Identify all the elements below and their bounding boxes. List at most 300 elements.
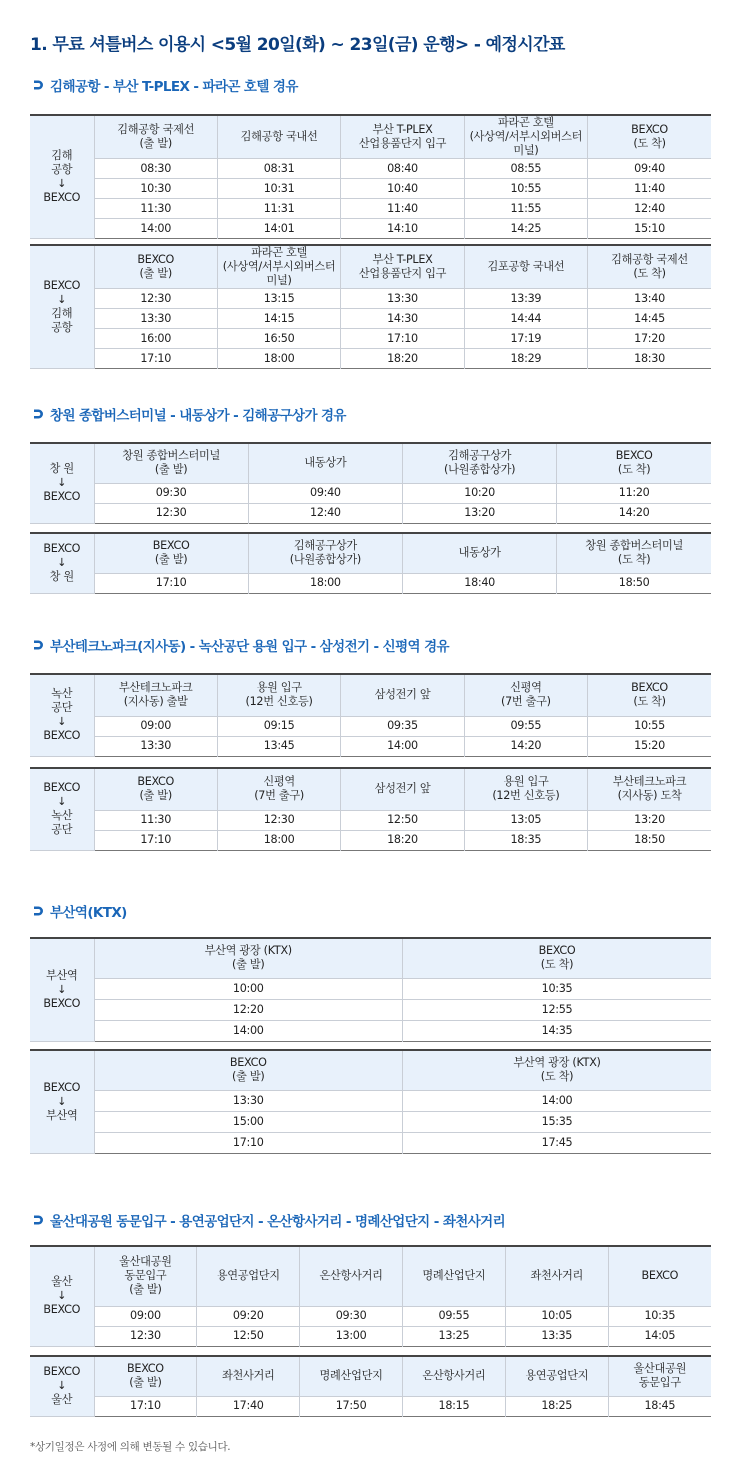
schedule-table-bexco-to-busan-station: [30, 1049, 711, 1154]
direction-label: [30, 674, 94, 756]
stop-header-line: 용연공업단지: [525, 1369, 589, 1383]
direction-label-line: BEXCO: [43, 1080, 81, 1094]
stop-header: [94, 768, 217, 810]
stop-header-line: (사상역/서부시외버스터미널): [469, 130, 583, 157]
stop-header: [94, 938, 403, 978]
arrow-down-icon: ↓: [57, 1379, 67, 1393]
time-cell: 10:00: [94, 978, 403, 999]
stop-header: [341, 245, 464, 289]
time-cell: 18:25: [505, 1396, 608, 1416]
time-cell: 12:30: [94, 503, 248, 523]
direction-label-line: BEXCO: [43, 1303, 81, 1317]
stop-header-line: 부산역 광장 (KTX): [513, 1056, 601, 1070]
time-cell: 13:40: [588, 289, 711, 309]
stop-header: [464, 674, 587, 716]
stop-header: [403, 533, 557, 573]
time-cell: 10:55: [464, 179, 587, 199]
stop-header: [217, 674, 340, 716]
stop-header-line: 내동상가: [458, 546, 501, 560]
table-row: [30, 810, 711, 830]
time-cell: 13:35: [505, 1326, 608, 1346]
stop-header: [505, 1246, 608, 1306]
arrow-down-icon: ↓: [57, 556, 67, 570]
stop-header-line: (출 발): [139, 137, 172, 150]
direction-label: [30, 533, 94, 593]
time-cell: 15:20: [588, 736, 711, 756]
time-cell: 14:25: [464, 219, 587, 239]
stop-header-line: (도 착): [633, 137, 666, 150]
stop-header-line: (출 발): [154, 553, 188, 567]
direction-label-line: 공항: [51, 163, 73, 176]
stop-header: [94, 533, 248, 573]
arrow-down-icon: ↓: [57, 982, 67, 996]
time-cell: 10:35: [608, 1306, 711, 1326]
time-cell: 13:30: [341, 289, 464, 309]
direction-label-line: 울산: [51, 1393, 73, 1407]
direction-label-line: 창 원: [49, 462, 74, 476]
time-cell: 10:31: [217, 179, 340, 199]
stop-header: [464, 245, 587, 289]
direction-label: [30, 443, 94, 523]
time-cell: 14:35: [403, 1020, 712, 1041]
stop-header-line: 명례산업단지: [319, 1369, 383, 1383]
stop-header-line: 산업용품단지 입구: [358, 267, 447, 280]
stop-header-line: 부산테크노파크: [118, 681, 193, 695]
stop-header-line: (도 착): [540, 1070, 574, 1084]
stop-header-line: 울산대공원: [633, 1362, 687, 1376]
stop-header: [94, 443, 248, 483]
time-cell: 16:00: [94, 329, 217, 349]
stop-header: [403, 1050, 712, 1090]
table-row: [30, 999, 711, 1020]
header-row: [30, 1050, 711, 1090]
route-text: 창원 종합버스터미널 - 내동상가 - 김해공구상가 경유: [50, 408, 346, 424]
stop-header-line: 신평역: [510, 681, 542, 695]
stop-header-line: 부산 T-PLEX: [372, 253, 433, 266]
time-cell: 15:35: [403, 1111, 712, 1132]
table-row: [30, 573, 711, 593]
stop-header-line: 삼성전기 앞: [374, 688, 431, 702]
time-cell: 13:25: [402, 1326, 505, 1346]
time-cell: 14:05: [608, 1326, 711, 1346]
stop-header: [505, 1356, 608, 1396]
table-row: [30, 309, 711, 329]
stop-header-line: (7번 출구): [501, 695, 551, 709]
chevron-right-icon: [32, 408, 44, 420]
direction-label: [30, 768, 94, 850]
route-heading-busan-station: [32, 901, 127, 921]
time-cell: 09:35: [341, 716, 464, 736]
stop-header-line: 삼성전기 앞: [374, 782, 431, 796]
route-text: 김해공항 - 부산 T-PLEX - 파라곤 호텔 경유: [50, 79, 298, 95]
direction-label-line: 부산역: [45, 968, 78, 982]
time-cell: 18:45: [608, 1396, 711, 1416]
time-cell: 14:20: [464, 736, 587, 756]
direction-label-line: 공단: [51, 823, 73, 837]
time-cell: 18:20: [341, 349, 464, 369]
stop-header-line: BEXCO: [137, 253, 175, 266]
time-cell: 11:31: [217, 199, 340, 219]
time-cell: 13:20: [588, 810, 711, 830]
stop-header-line: (출 발): [139, 789, 172, 803]
route-text: 울산대공원 동문입구 - 용연공업단지 - 온산항사거리 - 명례산업단지 - 좌천사거리: [50, 1214, 506, 1230]
header-row: [30, 443, 711, 483]
time-cell: 17:40: [197, 1396, 300, 1416]
time-cell: 12:40: [588, 199, 711, 219]
stop-header-line: 온산항사거리: [422, 1369, 486, 1383]
table-row: [30, 199, 711, 219]
time-cell: 09:30: [300, 1306, 403, 1326]
stop-header-line: (지사동) 도착: [617, 789, 682, 803]
stop-header: [248, 533, 402, 573]
stop-header: [341, 674, 464, 716]
time-cell: 09:00: [94, 1306, 197, 1326]
time-cell: 17:19: [464, 329, 587, 349]
header-row: [30, 768, 711, 810]
arrow-down-icon: ↓: [57, 715, 67, 729]
stop-header: [588, 768, 711, 810]
time-cell: 14:00: [403, 1090, 712, 1111]
table-row: [30, 1326, 711, 1346]
time-cell: 15:00: [94, 1111, 403, 1132]
header-row: [30, 245, 711, 289]
time-cell: 12:55: [403, 999, 712, 1020]
arrow-down-icon: ↓: [57, 177, 67, 190]
direction-label-line: 김해: [51, 149, 73, 162]
stop-header-line: 울산대공원: [119, 1255, 172, 1269]
stop-header-line: 김포공항 국내선: [487, 260, 565, 273]
stop-header: [197, 1246, 300, 1306]
direction-label-line: BEXCO: [43, 542, 81, 556]
time-cell: 09:30: [94, 483, 248, 503]
schedule-table-gimhae-to-bexco: [30, 114, 711, 239]
stop-header: [94, 245, 217, 289]
time-cell: 18:50: [588, 830, 711, 850]
stop-header-line: (출 발): [154, 463, 188, 477]
stop-header: [464, 115, 587, 159]
route-heading-changwon: [32, 404, 346, 424]
direction-label-line: BEXCO: [43, 781, 81, 795]
table-row: [30, 1132, 711, 1153]
stop-header-line: 창원 종합버스터미널: [122, 449, 221, 463]
time-cell: 13:30: [94, 309, 217, 329]
table-row: [30, 219, 711, 239]
stop-header: [588, 115, 711, 159]
direction-label-line: 공항: [51, 321, 73, 334]
stop-header-line: 김해공구상가: [448, 449, 512, 463]
time-cell: 09:15: [217, 716, 340, 736]
time-cell: 17:50: [300, 1396, 403, 1416]
header-row: [30, 533, 711, 573]
route-heading-gimhae: [32, 75, 298, 95]
chevron-right-icon: [32, 639, 44, 651]
stop-header-line: (도 착): [540, 958, 574, 972]
table-row: [30, 329, 711, 349]
stop-header-line: 김해공항 국제선: [611, 253, 688, 266]
schedule-table-bexco-to-gimhae: [30, 244, 711, 369]
direction-label-line: BEXCO: [43, 729, 81, 743]
stop-header-line: (출 발): [129, 1283, 162, 1297]
stop-header-line: 김해공항 국내선: [240, 130, 318, 143]
arrow-down-icon: ↓: [57, 1094, 67, 1108]
stop-header: [402, 1246, 505, 1306]
time-cell: 09:20: [197, 1306, 300, 1326]
stop-header-line: (지사동) 출발: [123, 695, 188, 709]
time-cell: 12:30: [217, 810, 340, 830]
stop-header-line: 산업용품단지 입구: [358, 137, 447, 150]
stop-header: [248, 443, 402, 483]
table-row: [30, 1306, 711, 1326]
stop-header-line: BEXCO: [631, 681, 668, 695]
time-cell: 11:30: [94, 810, 217, 830]
direction-label: [30, 115, 94, 239]
stop-header: [300, 1246, 403, 1306]
direction-label-line: 녹산: [51, 809, 73, 823]
time-cell: 12:30: [94, 1326, 197, 1346]
stop-header: [588, 245, 711, 289]
route-heading-ulsan: [32, 1210, 505, 1230]
time-cell: 17:45: [403, 1132, 712, 1153]
stop-header-line: 창원 종합버스터미널: [585, 539, 684, 553]
time-cell: 15:10: [588, 219, 711, 239]
stop-header: [94, 1356, 197, 1396]
time-cell: 18:00: [217, 830, 340, 850]
schedule-table-bexco-to-changwon: [30, 532, 711, 594]
time-cell: 17:10: [94, 573, 248, 593]
direction-label-line: 창 원: [49, 570, 74, 584]
time-cell: 13:45: [217, 736, 340, 756]
time-cell: 17:10: [94, 349, 217, 369]
table-row: [30, 349, 711, 369]
direction-label: [30, 938, 94, 1041]
stop-header-line: 김해공항 국제선: [117, 123, 195, 136]
table-row: [30, 1111, 711, 1132]
time-cell: 11:40: [341, 199, 464, 219]
time-cell: 09:40: [248, 483, 402, 503]
time-cell: 17:20: [588, 329, 711, 349]
time-cell: 18:29: [464, 349, 587, 369]
header-row: [30, 1246, 711, 1306]
arrow-down-icon: ↓: [57, 476, 67, 490]
stop-header-line: (12번 신호등): [245, 695, 313, 709]
time-cell: 18:20: [341, 830, 464, 850]
arrow-down-icon: ↓: [57, 795, 67, 809]
time-cell: 14:01: [217, 219, 340, 239]
stop-header-line: 김해공구상가: [293, 539, 357, 553]
stop-header: [94, 115, 217, 159]
chevron-right-icon: [32, 1214, 44, 1226]
direction-label-line: BEXCO: [43, 279, 81, 292]
table-row: [30, 483, 711, 503]
stop-header: [94, 674, 217, 716]
time-cell: 10:30: [94, 179, 217, 199]
stop-header: [341, 115, 464, 159]
time-cell: 10:05: [505, 1306, 608, 1326]
stop-header: [588, 674, 711, 716]
time-cell: 14:10: [341, 219, 464, 239]
time-cell: 12:40: [248, 503, 402, 523]
header-row: [30, 938, 711, 978]
time-cell: 16:50: [217, 329, 340, 349]
schedule-table-bexco-to-noksan: [30, 767, 711, 851]
stop-header: [402, 1356, 505, 1396]
time-cell: 13:15: [217, 289, 340, 309]
header-row: [30, 115, 711, 159]
table-row: [30, 1396, 711, 1416]
stop-header-line: (나원종합상가): [444, 463, 516, 477]
time-cell: 09:55: [464, 716, 587, 736]
direction-label-line: BEXCO: [43, 191, 81, 204]
time-cell: 10:20: [403, 483, 557, 503]
stop-header-line: (출 발): [139, 267, 172, 280]
time-cell: 18:00: [217, 349, 340, 369]
time-cell: 08:40: [341, 159, 464, 179]
stop-header-line: (도 착): [633, 695, 666, 709]
schedule-table-noksan-to-bexco: [30, 673, 711, 757]
time-cell: 14:00: [94, 219, 217, 239]
time-cell: 18:15: [402, 1396, 505, 1416]
time-cell: 14:44: [464, 309, 587, 329]
arrow-down-icon: ↓: [57, 1289, 67, 1303]
time-cell: 12:50: [341, 810, 464, 830]
schedule-table-ulsan-to-bexco: [30, 1245, 711, 1347]
chevron-right-icon: [32, 79, 44, 91]
arrow-down-icon: ↓: [57, 293, 67, 306]
stop-header-line: (도 착): [617, 463, 651, 477]
stop-header-line: (나원종합상가): [289, 553, 361, 567]
stop-header: [341, 768, 464, 810]
direction-label-line: 울산: [51, 1275, 73, 1289]
stop-header-line: 명례산업단지: [422, 1269, 486, 1283]
stop-header: [608, 1356, 711, 1396]
time-cell: 17:10: [94, 830, 217, 850]
time-cell: 09:55: [402, 1306, 505, 1326]
time-cell: 13:20: [403, 503, 557, 523]
time-cell: 17:10: [94, 1132, 403, 1153]
direction-label-line: BEXCO: [43, 996, 81, 1010]
stop-header-line: (12번 신호등): [492, 789, 560, 803]
time-cell: 12:30: [94, 289, 217, 309]
stop-header: [464, 768, 587, 810]
time-cell: 11:30: [94, 199, 217, 219]
direction-label: [30, 245, 94, 369]
time-cell: 12:50: [197, 1326, 300, 1346]
time-cell: 09:40: [588, 159, 711, 179]
stop-header-line: (출 발): [232, 1070, 265, 1084]
stop-header-line: 부산역 광장 (KTX): [204, 944, 292, 958]
stop-header-line: (7번 출구): [254, 789, 304, 803]
stop-header-line: BEXCO: [152, 539, 190, 553]
route-text: 부산테크노파크(지사동) - 녹산공단 용원 입구 - 삼성전기 - 신평역 경유: [50, 639, 449, 655]
stop-header-line: BEXCO: [538, 944, 576, 958]
table-row: [30, 736, 711, 756]
stop-header: [197, 1356, 300, 1396]
stop-header: [217, 115, 340, 159]
stop-header: [94, 1246, 197, 1306]
schedule-table-bexco-to-ulsan: [30, 1355, 711, 1417]
stop-header: [557, 443, 711, 483]
time-cell: 14:30: [341, 309, 464, 329]
time-cell: 12:20: [94, 999, 403, 1020]
direction-label: [30, 1356, 94, 1416]
time-cell: 08:55: [464, 159, 587, 179]
stop-header-line: 파라곤 호텔: [497, 116, 554, 129]
footnote: *상기일정은 사정에 의해 변동될 수 있습니다.: [30, 1441, 231, 1453]
stop-header: [94, 1050, 403, 1090]
route-heading-noksan: [32, 635, 449, 655]
stop-header-line: BEXCO: [615, 449, 653, 463]
stop-header-line: 부산 T-PLEX: [372, 123, 433, 136]
time-cell: 13:30: [94, 1090, 403, 1111]
time-cell: 13:39: [464, 289, 587, 309]
stop-header: [403, 938, 712, 978]
stop-header: [557, 533, 711, 573]
stop-header-line: 용원 입구: [256, 681, 302, 695]
time-cell: 14:15: [217, 309, 340, 329]
time-cell: 11:40: [588, 179, 711, 199]
stop-header-line: 좌천사거리: [221, 1369, 275, 1383]
time-cell: 14:00: [341, 736, 464, 756]
table-row: [30, 289, 711, 309]
stop-header: [217, 768, 340, 810]
stop-header-line: BEXCO: [127, 1362, 164, 1376]
stop-header-line: 파라곤 호텔: [251, 246, 307, 259]
time-cell: 13:05: [464, 810, 587, 830]
route-text: 부산역(KTX): [50, 905, 127, 921]
stop-header-line: (출 발): [129, 1376, 162, 1390]
stop-header: [300, 1356, 403, 1396]
time-cell: 13:00: [300, 1326, 403, 1346]
header-row: [30, 674, 711, 716]
time-cell: 18:00: [248, 573, 402, 593]
time-cell: 18:40: [403, 573, 557, 593]
time-cell: 11:55: [464, 199, 587, 219]
direction-label-line: BEXCO: [43, 1365, 81, 1379]
time-cell: 18:35: [464, 830, 587, 850]
schedule-table-busan-station-to-bexco: [30, 937, 711, 1042]
time-cell: 09:00: [94, 716, 217, 736]
stop-header-line: BEXCO: [641, 1269, 679, 1283]
table-row: [30, 179, 711, 199]
direction-label: [30, 1246, 94, 1346]
time-cell: 14:00: [94, 1020, 403, 1041]
schedule-table-changwon-to-bexco: [30, 442, 711, 524]
time-cell: 10:55: [588, 716, 711, 736]
time-cell: 11:20: [557, 483, 711, 503]
time-cell: 17:10: [341, 329, 464, 349]
table-row: [30, 1090, 711, 1111]
direction-label-line: 공단: [51, 701, 73, 715]
time-cell: 08:31: [217, 159, 340, 179]
header-row: [30, 1356, 711, 1396]
stop-header-line: 동문입구: [124, 1269, 167, 1283]
direction-label: [30, 1050, 94, 1153]
direction-label-line: 부산역: [45, 1108, 78, 1122]
stop-header-line: 부산테크노파크: [612, 775, 687, 789]
table-row: [30, 159, 711, 179]
direction-label-line: BEXCO: [43, 490, 81, 504]
time-cell: 18:30: [588, 349, 711, 369]
stop-header-line: (도 착): [633, 267, 666, 280]
stop-header: [608, 1246, 711, 1306]
time-cell: 08:30: [94, 159, 217, 179]
stop-header: [403, 443, 557, 483]
stop-header-line: 좌천사거리: [530, 1269, 583, 1283]
table-row: [30, 716, 711, 736]
time-cell: 18:50: [557, 573, 711, 593]
chevron-right-icon: [32, 905, 44, 917]
time-cell: 14:20: [557, 503, 711, 523]
